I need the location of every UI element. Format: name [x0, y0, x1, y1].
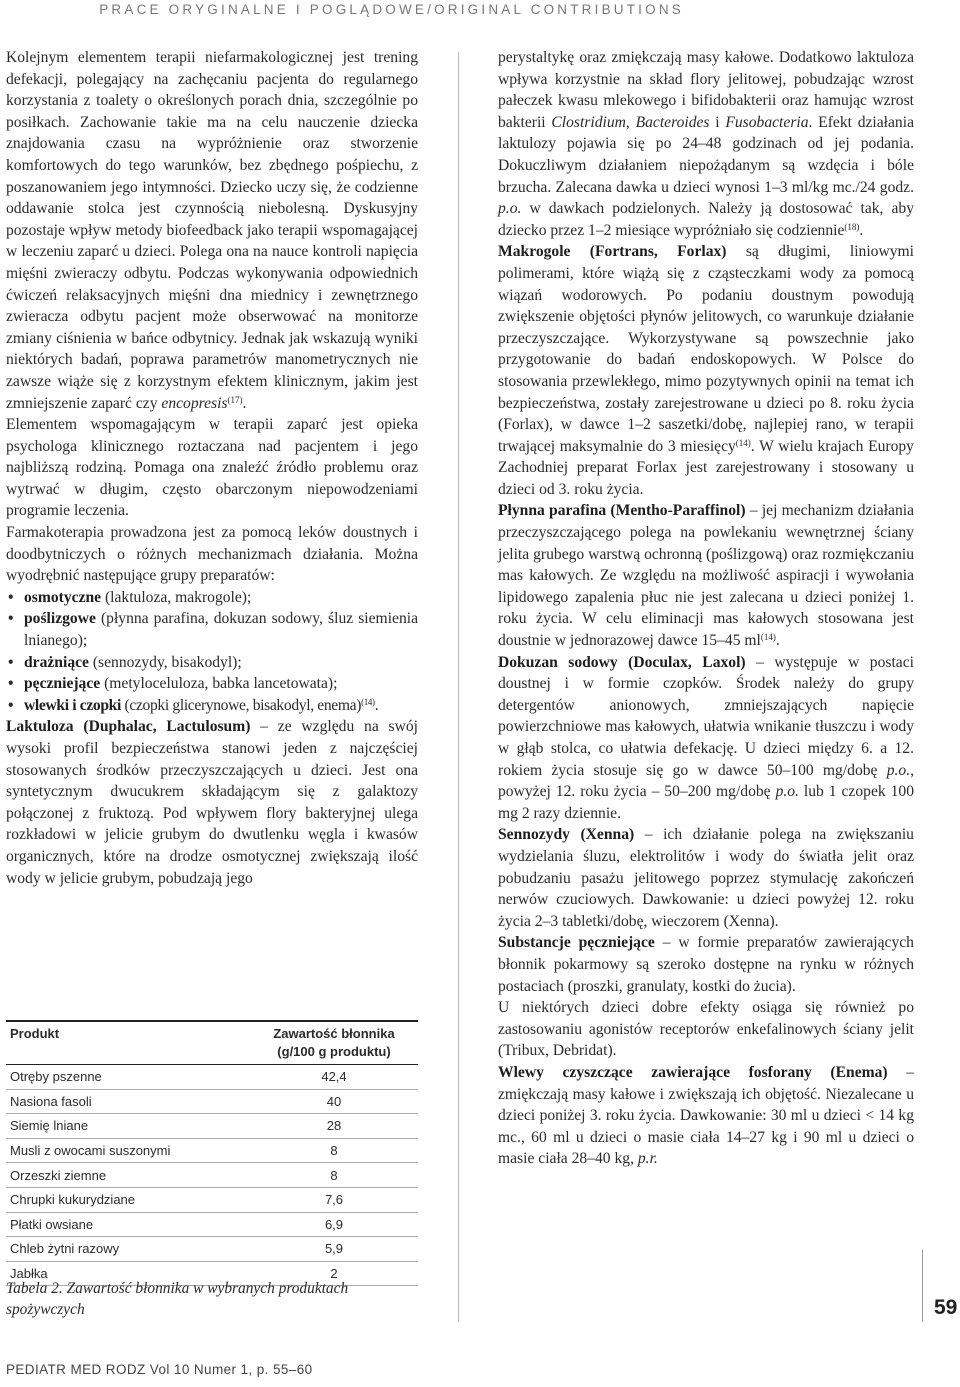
- cell-value: 5,9: [250, 1237, 418, 1262]
- paragraph: [498, 824, 914, 932]
- cell-product: Chleb żytni razowy: [6, 1237, 250, 1262]
- paragraph: [498, 500, 914, 651]
- fiber-table: [6, 1020, 418, 1286]
- header-line: (g/100 g produktu): [277, 1044, 391, 1059]
- column-header-fiber: [250, 1021, 418, 1065]
- table-row: [6, 1212, 418, 1237]
- table-row: [6, 1237, 418, 1262]
- list-item: [6, 587, 418, 609]
- cell-product: Otręby pszenne: [6, 1065, 250, 1090]
- text: – jej mechanizm działania przeczyszczającego polega na powlekaniu wewnętrznej ściany jelita grubego warstwą ochronną (poślizgową) oraz rozmiękczaniu mas kałowych. Ze względu na możliwość aspiracji i wywołania lipidowego zapalenia płuc nie jest zalecana u dzieci poniżej 1. roku życia. W celu eliminacji mas kałowych stosowana jest doustnie w jednorazowej dawce 15–45 ml: [498, 502, 915, 650]
- text: .: [374, 696, 379, 714]
- cell-value: 8: [250, 1138, 418, 1163]
- term: drażniące: [24, 653, 89, 671]
- journal-footer: PEDIATR MED RODZ Vol 10 Numer 1, p. 55–60: [6, 1362, 313, 1377]
- text: – w formie preparatów zawierających błonnik pokarmowy są szeroko dostępne na rynku w różnych postaciach (proszki, granulaty, kostki do żucia).: [498, 934, 914, 995]
- cell-product: Chrupki kukurydziane: [6, 1187, 250, 1212]
- cell-value: 40: [250, 1089, 418, 1114]
- paragraph: [498, 47, 914, 241]
- term: Wlewy czyszczące zawierające fosforany (Enema): [498, 1063, 888, 1081]
- right-column: [498, 47, 914, 1170]
- text: . Efekt działania laktulozy pojawia się po 24–48 godzinach od jej podania. Dokuczliwym działaniem niepożądanym są wzdęcia i bóle brzucha. Zalecana dawka u dzieci wynosi 1–3 ml/kg mc./24 godz.: [498, 113, 914, 196]
- paragraph: [6, 716, 418, 889]
- paragraph: U niektórych dzieci dobre efekty osiąga się również po zastosowaniu agonistów receptorów enkefalinowych ściany jelit (Tribux, Debridat).: [498, 999, 914, 1060]
- term: Płynna parafina (Mentho-Paraffinol): [498, 502, 746, 520]
- cell-value: 42,4: [250, 1065, 418, 1090]
- text: i: [709, 113, 726, 131]
- text: perystaltykę oraz zmiękczają masy kałowe. Dodatkowo laktuloza wpływa korzystnie na skład flory jelitowej, pobudzając wzrost pałeczek kwasu mlekowego i bifidobakterii oraz hamując wzrost bakterii: [498, 49, 914, 131]
- italic-term: Clostridium: [551, 113, 626, 131]
- text: w dawkach podzielonych. Należy ją dostosować tak, aby dziecko przez 1–2 miesiące wypróżniało się codziennie: [498, 200, 914, 239]
- text: lub 1 czopek 100 mg 2 razy dziennie.: [498, 783, 914, 822]
- term: wlewki i czopki: [24, 696, 121, 714]
- text: .: [775, 632, 780, 650]
- cell-product: Siemię lniane: [6, 1114, 250, 1139]
- table-row: [6, 1114, 418, 1139]
- cell-product: Płatki owsiane: [6, 1212, 250, 1237]
- italic-term: p.o.: [498, 200, 522, 218]
- paragraph: [498, 652, 914, 825]
- column-divider: [458, 52, 459, 1322]
- paragraph: Farmakoterapia prowadzona jest za pomocą leków doustnych i doodbytniczych o różnych mechanizmach działania. Można wyodrębnić następujące grupy preparatów:: [6, 524, 418, 585]
- italic-term: Fusobacteria: [725, 113, 809, 131]
- text: . W wielu krajach Europy Zachodniej preparat Forlax jest zarejestrowany i stosowany u dzieci od 3. roku życia.: [498, 437, 914, 498]
- list-item: [6, 608, 418, 651]
- term: Laktuloza (Duphalac, Lactulosum): [6, 718, 251, 736]
- table-caption: Tabela 2. Zawartość błonnika w wybranych produktach spożywczych: [6, 1280, 349, 1318]
- text: .: [859, 221, 864, 239]
- text: Kolejnym elementem terapii niefarmakologicznej jest trening defekacji, polegający na zachęcaniu pacjenta do regularnego korzystania z toalety o określonych porach dnia, szczególnie po posiłkach. Zachowanie takie ma na celu nauczenie dziecka znajdowania czasu na wypróżnienie oraz stworzenie komfortowych do tego warunków, bez zbędnego pośpiechu, z poszanowaniem jego intymności. Dziecko uczy się, że codzienne oddawanie stolca jest czynnością niebolesną. Dyskusyjny pozostaje wpływ metody biofeedback jako terapii wspomagającej w leczeniu zaparć u dzieci. Polega ona na nauce kontroli napięcia mięśni zwieraczy odbytu. Podczas wykonywania odpowiednich ćwiczeń relaksacyjnych mięśni dna miednicy i zewnętrznego zwieracza odbytu pacjent może obserwować na monitorze zmiany ciśnienia w bańce odbytnicy. Jednak jak wskazują wyniki niektórych badań, poprawa parametrów manometrycznych nie zawsze wiąże się z korzystnym efektem klinicznym, jakim jest zmniejszenie zaparć czy: [6, 49, 418, 412]
- text: są długimi, liniowymi polimerami, które wiążą się z cząsteczkami wody za pomocą wiązań wodorowych. Po podaniu doustnym powodują zwiększenie objętości płynów jelitowych, co warunkuje działanie przeczyszczające. Wykorzystywane są powszechnie jako przygotowanie do badań endoskopowych. W Polsce do stosowania przewlekłego, mimo pozytywnych opinii na temat ich bezpieczeństwa, zostały zarejestrowane u dzieci po 8. roku życia (Forlax), w dawce 1–2 saszetki/dobę, najlepiej rano, w terapii trwającej maksymalnie do 3 miesięcy: [498, 243, 914, 455]
- text: (sennozydy, bisakodyl);: [88, 653, 242, 671]
- header-line: Zawartość błonnika: [273, 1026, 395, 1041]
- italic-term: p.r.: [637, 1150, 658, 1168]
- cell-product: Jabłka: [6, 1261, 250, 1286]
- table-row: [6, 1065, 418, 1090]
- cell-value: 28: [250, 1114, 418, 1139]
- term: osmotyczne: [24, 588, 102, 606]
- text: (czopki glicerynowe, bisakodyl, enema): [120, 696, 362, 714]
- text: (płynna parafina, dokuzan sodowy, śluz siemienia lnianego);: [24, 610, 418, 650]
- table-row: [6, 1187, 418, 1212]
- text: – ze względu na swój wysoki profil bezpieczeństwa stanowi jeden z najczęściej stosowanych środków przeczyszczających u dzieci. Jest ona syntetycznym dwucukrem składającym się z galaktozy połączonej z fruktozą. Pod wpływem flory bakteryjnej ulega rozkładowi w jelicie grubym do dwutlenku węgla i kwasów organicznych, które na drodze osmotycznej zwiększają ilość wody w jelicie grubym, pobudzają jego: [6, 718, 418, 887]
- term: Sennozydy (Xenna): [498, 826, 635, 844]
- left-column: [6, 47, 418, 889]
- text: – zmiękczają masy kałowe i zwiększają ich objętość. Niezalecane u dzieci poniżej 3. roku życia. Dawkowanie: 30 ml u dzieci < 14 kg mc., 60 ml u dzieci o masie ciała 14–27 kg i 90 ml u dzieci o masie ciała 28–40 kg,: [498, 1063, 915, 1168]
- paragraph: [498, 241, 914, 500]
- page-number-rule: [922, 1250, 923, 1322]
- text: ,: [625, 113, 636, 131]
- cell-value: 2: [250, 1261, 418, 1286]
- drug-group-list: [6, 587, 418, 717]
- column-header-product: Produkt: [6, 1021, 250, 1065]
- paragraph: [6, 47, 418, 414]
- page-number: 59: [934, 1296, 958, 1319]
- cell-value: 8: [250, 1163, 418, 1188]
- italic-term: p.o.: [886, 761, 911, 779]
- text: (laktuloza, makrogole);: [101, 588, 252, 606]
- term: Makrogole (Fortrans, Forlax): [498, 243, 727, 261]
- list-item: [6, 652, 418, 674]
- text: (metyloceluloza, babka lancetowata);: [100, 675, 338, 693]
- cell-value: 7,6: [250, 1187, 418, 1212]
- term: poślizgowe: [24, 610, 96, 628]
- text: – ich działanie polega na zwiększaniu wydzielania śluzu, elektrolitów i wody do światła jelit oraz pobudzaniu pasażu jelitowego poprzez stymulację zakończeń nerwów czuciowych. Dawkowanie: u dzieci powyżej 12. roku życia 2–3 tabletki/dobę, wieczorem (Xenna).: [498, 826, 914, 930]
- italic-term: Bacteroides: [635, 113, 710, 131]
- reference: (18): [844, 221, 860, 232]
- cell-product: Orzeszki ziemne: [6, 1163, 250, 1188]
- paragraph: [498, 932, 914, 997]
- list-item: [6, 673, 418, 695]
- italic-term: encopresis: [161, 394, 228, 412]
- cell-product: Nasiona fasoli: [6, 1089, 250, 1114]
- reference: (14): [760, 632, 776, 643]
- term: Substancje pęczniejące: [498, 934, 655, 952]
- text: .: [242, 394, 247, 412]
- text: , powyżej 12. roku życia – 50–200 mg/dobę: [498, 761, 914, 801]
- list-item: [6, 695, 418, 717]
- italic-term: p.o.: [775, 783, 799, 801]
- paragraph: [498, 1062, 914, 1170]
- term: pęczniejące: [24, 675, 101, 693]
- cell-product: Musli z owocami suszonymi: [6, 1138, 250, 1163]
- reference: (14): [361, 696, 375, 707]
- reference: (14): [735, 437, 751, 448]
- table-row: [6, 1163, 418, 1188]
- running-header: PRACE ORYGINALNE I POGLĄDOWE/ORIGINAL CONTRIBUTIONS: [99, 2, 684, 17]
- paragraph: Elementem wspomagającym w terapii zaparć jest opieka psychologa klinicznego roztaczana nad pacjentem i jego najbliższą rodziną. Pomaga ona znaleźć źródło problemu oraz wytrwać w długim, często obarczonym niepowodzeniami programie leczenia.: [6, 416, 418, 520]
- cell-value: 6,9: [250, 1212, 418, 1237]
- term: Dokuzan sodowy (Doculax, Laxol): [498, 653, 746, 671]
- reference: (17): [227, 394, 243, 405]
- table-row: [6, 1138, 418, 1163]
- table-row: [6, 1089, 418, 1114]
- text: – występuje w postaci doustnej i w formie czopków. Środek należy do grupy detergentów anionowych, zmniejszających napięcie powierzchniowe mas kałowych, ułatwia wnikanie tłuszczu i wody w głąb stolca, co ułatwia defekację. U dzieci między 6. a 12. rokiem życia stosuje się go w dawce 50–100 mg/dobę: [498, 653, 914, 779]
